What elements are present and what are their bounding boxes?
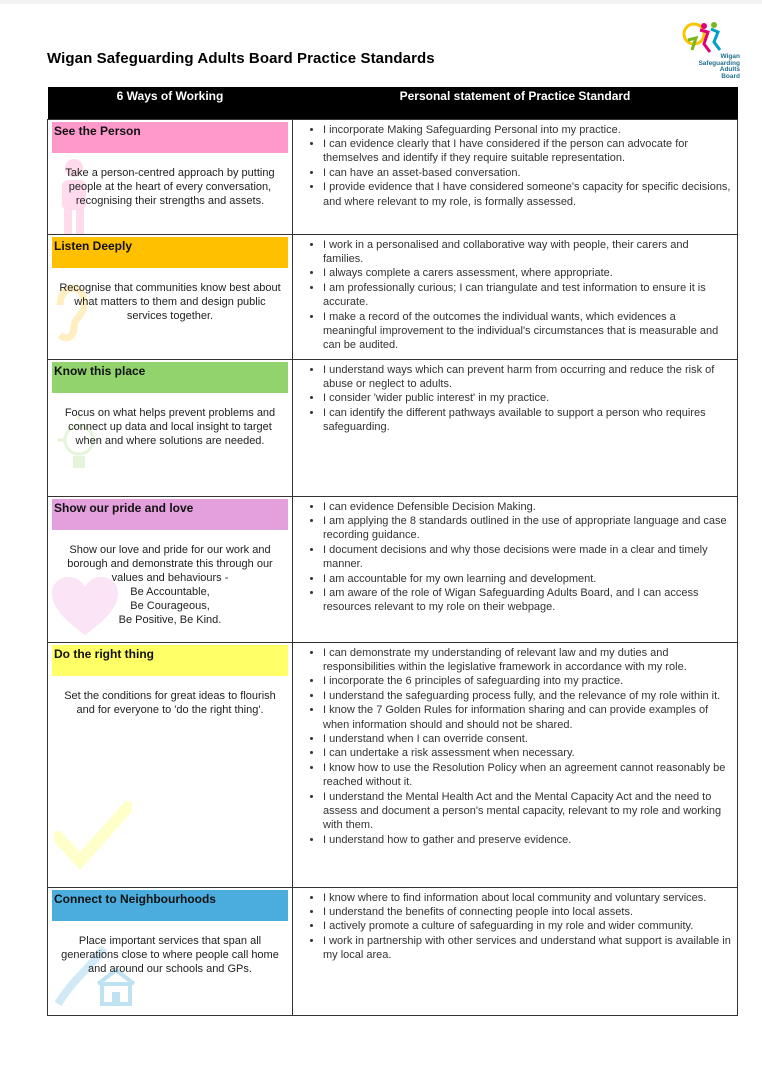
statement-item: • I can evidence clearly that I have considered if the person can advocate for themselves and identify if they require suitable representation. [323, 137, 731, 166]
statements-cell [293, 887, 738, 1015]
way-heading: Know this place [52, 362, 288, 393]
way-heading: Listen Deeply [52, 237, 288, 268]
way-description-line: Be Positive, Be Kind. [118, 613, 222, 626]
statement-item: • I am applying the 8 standards outlined in the use of appropriate language and case recording guidance. [323, 514, 731, 543]
statements-cell [293, 496, 738, 642]
statement-list [293, 497, 737, 615]
logo-text-line: Board [721, 72, 740, 80]
way-description: Take a person-centred approach by putting people at the heart of every conversation, recognising their strengths and assets. [65, 166, 275, 207]
statement-item: • I understand ways which can prevent harm from occurring and reduce the risk of abuse or neglect to adults. [323, 363, 731, 392]
statements-cell [293, 119, 738, 234]
statement-item: • I understand the Mental Health Act and the Mental Capacity Act and the need to assess and document a person's mental capacity, relevant to my role and working with them. [323, 790, 731, 833]
way-heading: See the Person [52, 122, 288, 153]
statement-item: • I am professionally curious; I can triangulate and test information to ensure it is accurate. [323, 281, 731, 310]
way-heading: Show our pride and love [52, 499, 288, 530]
statement-item: • I incorporate the 6 principles of safeguarding into my practice. [323, 674, 731, 688]
way-cell [48, 234, 293, 359]
statement-item: • I work in a personalised and collaborative way with people, their carers and families. [323, 238, 731, 267]
practice-standards-table [47, 87, 738, 1016]
way-description: Recognise that communities know best about what matters to them and design public services together. [59, 281, 281, 322]
statement-item: • I work in partnership with other services and understand what support is available in my local area. [323, 934, 731, 963]
table-row [48, 642, 738, 887]
table-row [48, 496, 738, 642]
table-header-row [48, 87, 738, 119]
page-title: Wigan Safeguarding Adults Board Practice Standards [47, 50, 435, 67]
statement-list [293, 120, 737, 209]
way-description: Set the conditions for great ideas to flourish and for everyone to 'do the right thing'. [64, 689, 276, 716]
way-description: Place important services that span all generations close to where people call home and around our schools and GPs. [61, 934, 279, 975]
statement-item: • I actively promote a culture of safeguarding in my role and wider community. [323, 919, 731, 933]
board-logo [680, 20, 740, 82]
statement-item: • I understand when I can override consent. [323, 732, 731, 746]
statement-item: • I provide evidence that I have considered someone's capacity for specific decisions, and where relevant to my role, is formally assessed. [323, 180, 731, 209]
table-row [48, 234, 738, 359]
way-heading: Connect to Neighbourhoods [52, 890, 288, 921]
statement-item: • I always complete a carers assessment, where appropriate. [323, 266, 731, 280]
statements-cell [293, 234, 738, 359]
statements-cell [293, 642, 738, 887]
logo-text-line: Safeguarding [698, 59, 740, 67]
way-heading: Do the right thing [52, 645, 288, 676]
logo-text-line: Adults [719, 66, 740, 74]
statement-item: • I document decisions and why those decisions were made in a clear and timely manner. [323, 543, 731, 572]
statement-list [293, 235, 737, 353]
statement-item: • I can identify the different pathways available to support a person who requires safeguarding. [323, 406, 731, 435]
statement-item: • I am aware of the role of Wigan Safeguarding Adults Board, and I can access resources relevant to my role on their webpage. [323, 586, 731, 615]
way-cell [48, 496, 293, 642]
statement-list [293, 360, 737, 435]
statements-cell [293, 359, 738, 496]
statement-item: • I am accountable for my own learning and development. [323, 572, 731, 586]
statement-item: • I understand the benefits of connecting people into local assets. [323, 905, 731, 919]
way-description-line: Be Courageous, [130, 599, 210, 612]
statement-item: • I consider 'wider public interest' in my practice. [323, 391, 731, 405]
statement-item: • I make a record of the outcomes the individual wants, which evidences a meaningful improvement to the individual's circumstances that is measurable and can be audited. [323, 310, 731, 353]
top-bar [0, 0, 762, 4]
table-row [48, 359, 738, 496]
way-cell [48, 119, 293, 234]
way-cell [48, 642, 293, 887]
way-description: Focus on what helps prevent problems and connect up data and local insight to target when and where solutions are needed. [64, 406, 276, 447]
statement-item: • I can undertake a risk assessment when necessary. [323, 746, 731, 760]
statement-item: • I understand the safeguarding process fully, and the relevance of my role within it. [323, 689, 731, 703]
way-description-line: Show our love and pride for our work and borough and demonstrate this through our values and behaviours - [67, 543, 273, 584]
way-description-line: Be Accountable, [130, 585, 210, 598]
checkmark-icon [54, 801, 132, 871]
statement-list [293, 888, 737, 963]
statement-item: • I can demonstrate my understanding of relevant law and my duties and responsibilities within the legislative framework in accordance with my role. [323, 646, 731, 675]
table-row [48, 887, 738, 1015]
statement-item: • I incorporate Making Safeguarding Personal into my practice. [323, 123, 731, 137]
logo-figures-icon [680, 20, 740, 56]
logo-text-line: Wigan [720, 53, 740, 60]
way-description [48, 543, 292, 627]
statement-item: • I can have an asset-based conversation. [323, 166, 731, 180]
statement-list [293, 643, 737, 848]
way-cell [48, 887, 293, 1015]
way-cell [48, 359, 293, 496]
statement-item: • I understand how to gather and preserve evidence. [323, 833, 731, 847]
statement-item: • I know how to use the Resolution Policy when an agreement cannot reasonably be reached without it. [323, 761, 731, 790]
statement-item: • I know the 7 Golden Rules for information sharing and can provide examples of when information should and should not be shared. [323, 703, 731, 732]
statement-item: • I can evidence Defensible Decision Making. [323, 500, 731, 514]
column-header-ways: 6 Ways of Working [48, 87, 293, 119]
column-header-statements: Personal statement of Practice Standard [293, 87, 738, 119]
table-row [48, 119, 738, 234]
statement-item: • I know where to find information about local community and voluntary services. [323, 891, 731, 905]
